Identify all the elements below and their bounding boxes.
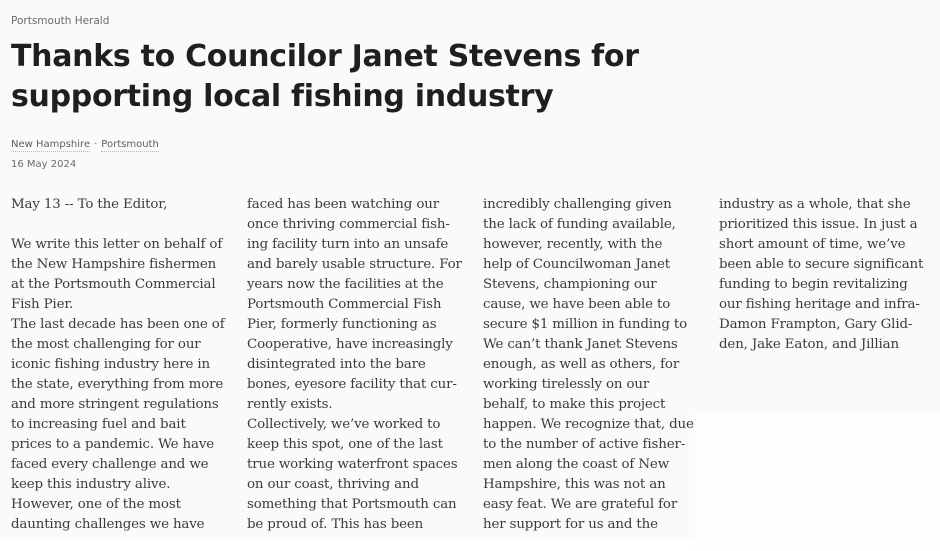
article-text-line: once thriving commercial fish- — [247, 217, 450, 232]
article-text-line: true working waterfront spaces — [247, 457, 458, 472]
article-text-line: our fishing heritage and infra- — [719, 297, 920, 312]
article-text-line: happen. We recognize that, due — [483, 417, 694, 432]
article-text-line: However, one of the most — [11, 497, 181, 512]
article-text-line: incredibly challenging given — [483, 197, 672, 212]
article-text-line: help of Councilwoman Janet — [483, 257, 671, 272]
publication-name: Portsmouth Herald — [11, 15, 110, 27]
article-column-4 — [719, 195, 923, 355]
article-column-2 — [247, 195, 462, 535]
article-text-line: the New Hampshire fishermen — [11, 257, 217, 272]
article-text-line: secure $1 million in funding to — [483, 317, 688, 332]
article-text-line: Hampshire, this was not an — [483, 477, 666, 492]
article-text-line: years now the facilities at the — [247, 277, 444, 292]
article-text-line: and barely usable structure. For — [247, 257, 462, 272]
article-text-line: We can’t thank Janet Stevens — [483, 337, 678, 352]
article-text-line: the state, everything from more — [11, 377, 224, 392]
place-separator: · — [94, 139, 98, 150]
article-text-line: faced every challenge and we — [11, 457, 209, 472]
article-text-line: easy feat. We are grateful for — [483, 497, 678, 512]
headline-line-1: Thanks to Councilor Janet Stevens for — [11, 39, 639, 74]
article-text-line: enough, as well as others, for — [483, 357, 680, 372]
article-date: 16 May 2024 — [11, 159, 77, 170]
article-text-line: at the Portsmouth Commercial — [11, 277, 216, 292]
article-text-line: Pier, formerly functioning as — [247, 317, 437, 332]
article-text-line: iconic fishing industry here in — [11, 357, 210, 372]
article-text-line: The last decade has been one of — [11, 317, 225, 332]
article-text-line: daunting challenges we have — [11, 517, 205, 532]
article-text-line: the lack of funding available, — [483, 217, 676, 232]
article-text-line: We write this letter on behalf of — [11, 237, 223, 252]
article-text-line: behalf, to make this project — [483, 397, 666, 412]
article-text-line: Portsmouth Commercial Fish — [247, 297, 442, 312]
article-text-line: rently exists. — [247, 397, 333, 412]
article-text-line: industry as a whole, that she — [719, 197, 911, 212]
article-text-line: funding to begin revitalizing — [719, 277, 908, 292]
place-tags — [11, 139, 159, 150]
article-text-line: prioritized this issue. In just a — [719, 217, 918, 232]
article-text-line: Damon Frampton, Gary Glid- — [719, 317, 913, 332]
article-text-line: ing facility turn into an unsafe — [247, 237, 449, 252]
article-text-line: Fish Pier. — [11, 297, 74, 312]
place-link-portsmouth[interactable]: Portsmouth — [101, 139, 159, 150]
article-headline — [11, 37, 711, 117]
article-text-line: cause, we have been able to — [483, 297, 671, 312]
article-column-1 — [11, 195, 225, 535]
place-link-new-hampshire[interactable]: New Hampshire — [11, 139, 91, 150]
article-text-line: working tirelessly on our — [483, 377, 650, 392]
article-text-line: bones, eyesore facility that cur- — [247, 377, 457, 392]
article-text-line: keep this spot, one of the last — [247, 437, 443, 452]
article-column-3 — [483, 195, 694, 535]
article-text-line: Cooperative, have increasingly — [247, 337, 453, 352]
article-text-line: faced has been watching our — [247, 197, 439, 212]
article-text-line: May 13 -- To the Editor, — [11, 197, 168, 212]
article-text-line — [11, 215, 225, 235]
article-text-line: den, Jake Eaton, and Jillian — [719, 337, 899, 352]
article-text-line: her support for us and the — [483, 517, 658, 532]
article-text-line: however, recently, with the — [483, 237, 663, 252]
article-text-line: disintegrated into the bare — [247, 357, 426, 372]
article-text-line: be proud of. This has been — [247, 517, 424, 532]
page-background-patch — [695, 410, 940, 551]
article-text-line: been able to secure significant — [719, 257, 924, 272]
article-text-line: on our coast, thriving and — [247, 477, 419, 492]
article-text-line: short amount of time, we’ve — [719, 237, 906, 252]
article-text-line: to the number of active fisher- — [483, 437, 686, 452]
article-text-line: men along the coast of New — [483, 457, 670, 472]
article-text-line: prices to a pandemic. We have — [11, 437, 215, 452]
article-text-line: the most challenging for our — [11, 337, 201, 352]
article-text-line: keep this industry alive. — [11, 477, 171, 492]
article-text-line: and more stringent regulations — [11, 397, 219, 412]
article-text-line: to increasing fuel and bait — [11, 417, 186, 432]
headline-line-2: supporting local fishing industry — [11, 79, 554, 114]
article-text-line: Stevens, championing our — [483, 277, 657, 292]
article-text-line: something that Portsmouth can — [247, 497, 457, 512]
article-text-line: Collectively, we’ve worked to — [247, 417, 441, 432]
